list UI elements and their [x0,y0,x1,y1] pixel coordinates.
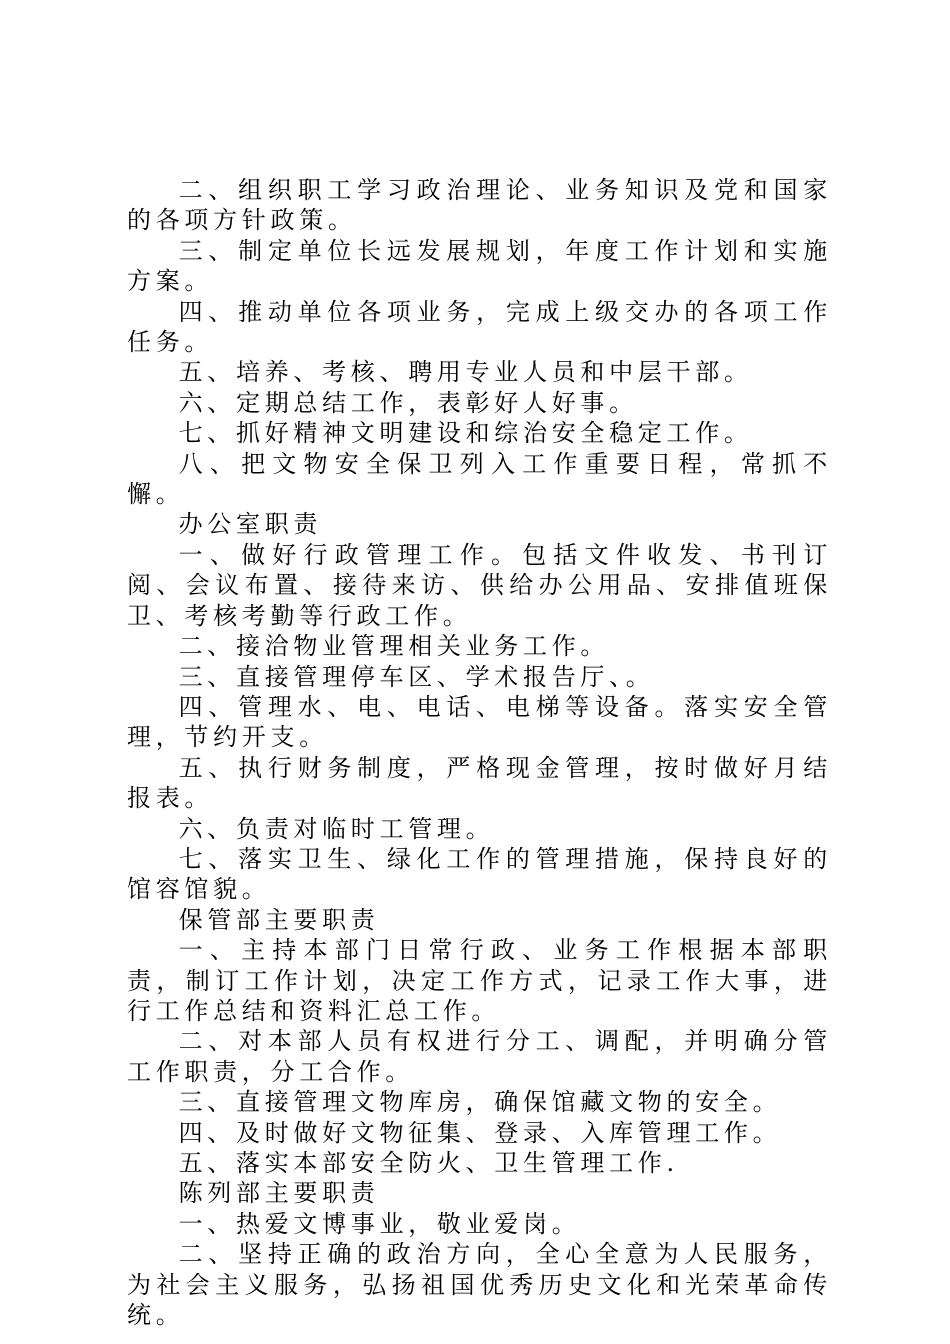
paragraph: 五、培养、考核、聘用专业人员和中层干部。 [178,358,753,387]
paragraph: 七、抓好精神文明建设和综治安全稳定工作。 [178,419,753,448]
paragraph: 二、坚持正确的政治方向，全心全意为人民服务，为社会主义服务，弘扬祖国优秀历史文化和光荣革命传统。 [127,1240,832,1330]
paragraph: 二、对本部人员有权进行分工、调配，并明确分管工作职责，分工合作。 [127,1027,832,1086]
section-heading-exhibition: 陈列部主要职责 [178,1179,380,1208]
paragraph: 五、执行财务制度，严格现金管理，按时做好月结报表。 [127,753,832,813]
section-heading-custody: 保管部主要职责 [178,905,380,934]
paragraph: 四、推动单位各项业务，完成上级交办的各项工作任务。 [127,297,832,357]
paragraph: 六、定期总结工作，表彰好人好事。 [178,388,638,417]
paragraph: 二、组织职工学习政治理论、业务知识及党和国家的各项方针政策。 [127,176,832,235]
paragraph: 一、热爱文博事业，敬业爱岗。 [178,1209,581,1238]
paragraph: 三、制定单位长远发展规划，年度工作计划和实施方案。 [127,236,832,296]
document-body [127,175,832,1330]
paragraph: 二、接洽物业管理相关业务工作。 [178,632,610,661]
paragraph: 七、落实卫生、绿化工作的管理措施，保持良好的馆容馆貌。 [127,844,832,904]
paragraph: 八、把文物安全保卫列入工作重要日程，常抓不懈。 [127,449,832,509]
section-heading-office: 办公室职责 [178,510,323,539]
paragraph: 三、直接管理停车区、学术报告厅、。 [178,662,655,691]
paragraph: 四、管理水、电、电话、电梯等设备。落实安全管理，节约开支。 [127,692,832,752]
paragraph: 一、主持本部门日常行政、业务工作根据本部职责，制订工作计划，决定工作方式，记录工作大事，进行工作总结和资料汇总工作。 [127,936,832,1025]
paragraph: 三、直接管理文物库房，确保馆藏文物的安全。 [178,1088,782,1117]
paragraph: 五、落实本部安全防火、卫生管理工作. [178,1149,679,1177]
paragraph: 六、负责对临时工管理。 [178,814,495,843]
paragraph: 四、及时做好文物征集、登录、入库管理工作。 [178,1118,782,1147]
paragraph: 一、做好行政管理工作。包括文件收发、书刊订阅、会议布置、接待来访、供给办公用品、安排值班保卫、考核考勤等行政工作。 [127,540,832,630]
